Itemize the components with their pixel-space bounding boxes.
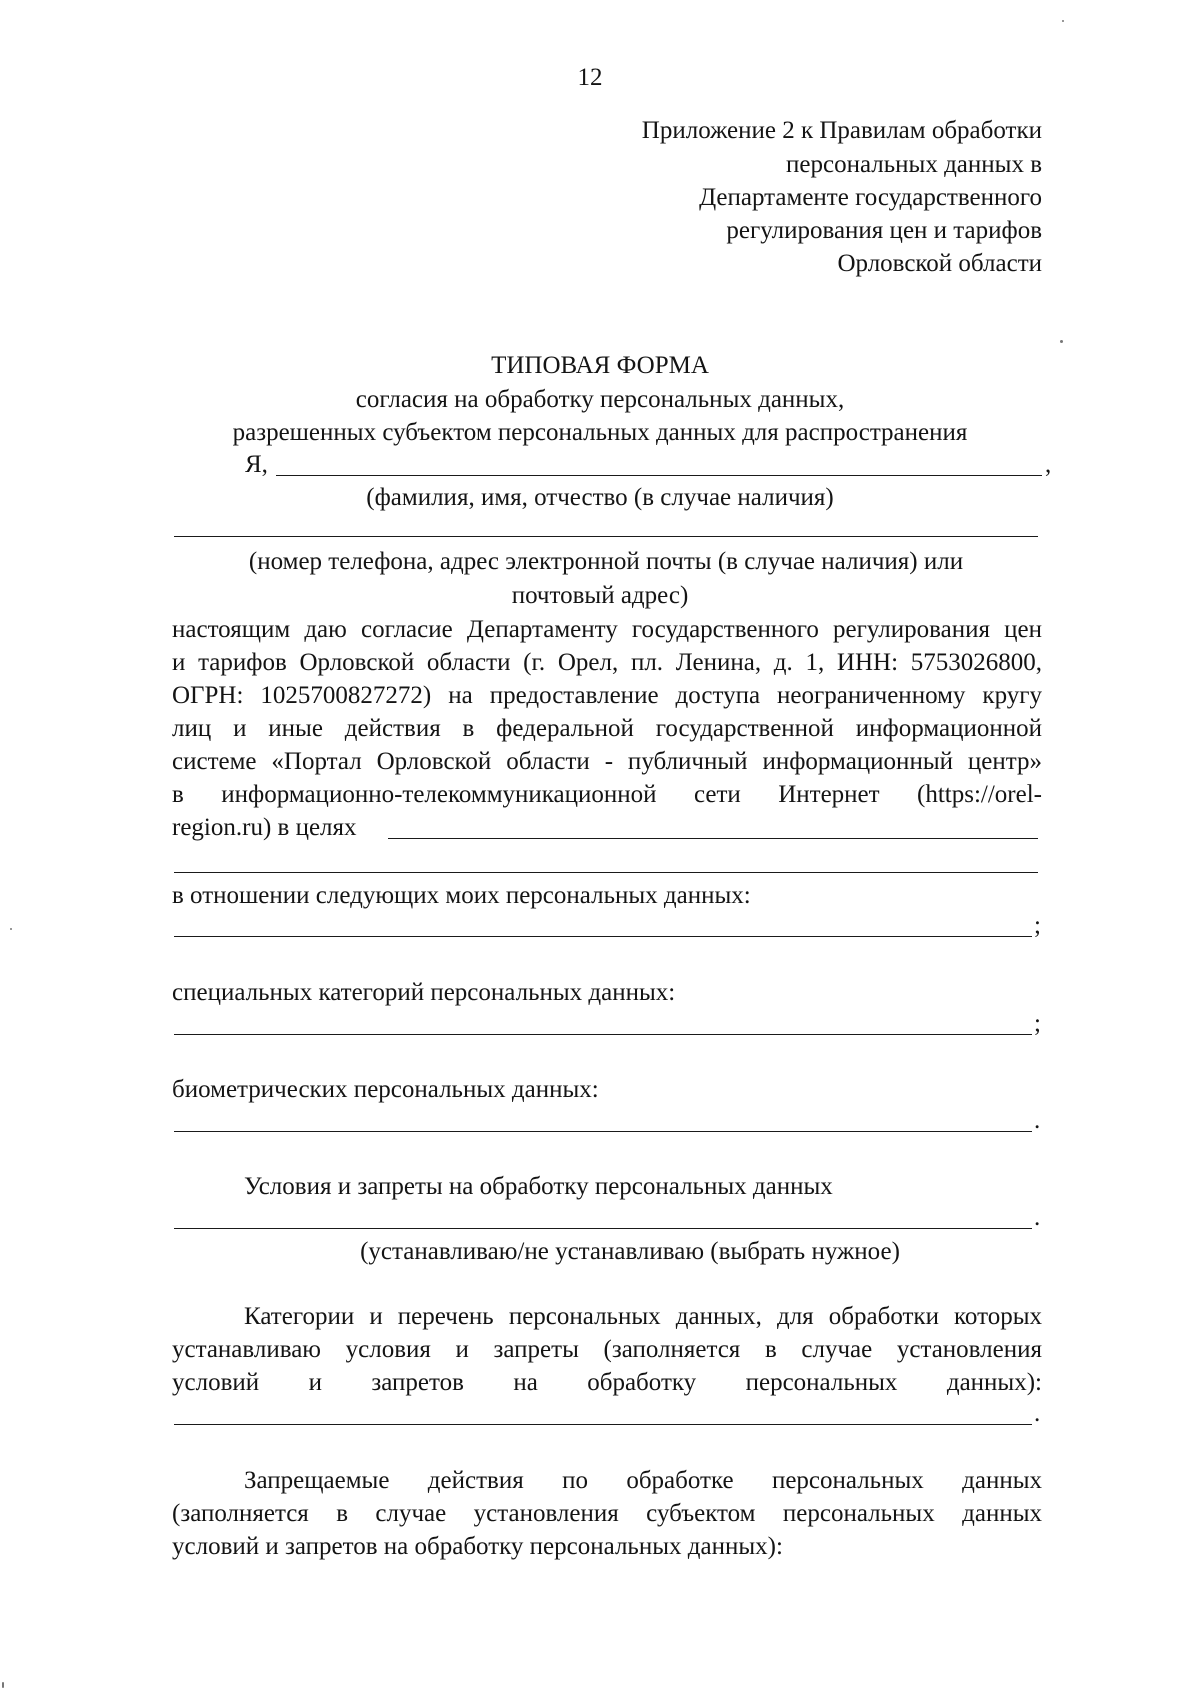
categories-period: . <box>1034 1400 1041 1427</box>
biometric-period: . <box>1034 1107 1041 1134</box>
categories-line-2: устанавливаю условия и запреты (заполняется в случае установления <box>172 1336 1042 1363</box>
page-number: 12 <box>577 64 603 91</box>
purpose-input-line-1[interactable] <box>388 838 1038 839</box>
prohibited-last-line: условий и запретов на обработку персональных данных): <box>172 1533 783 1560</box>
appendix-line-4: регулирования цен и тарифов <box>726 217 1042 244</box>
prohibited-line-2: (заполняется в случае установления субъектом персональных данных <box>172 1500 1042 1527</box>
categories-line-3: условий и запретов на обработку персональных данных): <box>172 1369 1042 1396</box>
consent-line-6: в информационно-телекоммуникационной сети Интернет (https://orel- <box>172 781 1042 808</box>
conditions-input-line[interactable] <box>174 1228 1032 1229</box>
biometric-input-line[interactable] <box>174 1131 1032 1132</box>
biometric-label: биометрических персональных данных: <box>172 1076 599 1103</box>
consent-line-5: системе «Портал Орловской области - публичный информационный центр» <box>172 748 1042 775</box>
personal-data-input-line[interactable] <box>174 936 1032 937</box>
ya-label: Я, <box>245 451 268 478</box>
fio-caption: (фамилия, имя, отчество (в случае наличия) <box>366 484 834 511</box>
appendix-line-2: персональных данных в <box>786 151 1042 178</box>
scan-speck <box>2 1682 4 1688</box>
conditions-caption: (устанавливаю/не устанавливаю (выбрать нужное) <box>360 1238 900 1265</box>
scan-speck <box>1062 20 1064 22</box>
contact-input-line[interactable] <box>174 536 1038 537</box>
form-subtitle-line-1: согласия на обработку персональных данных, <box>355 386 845 413</box>
consent-last-line: region.ru) в целях <box>172 814 357 841</box>
contact-caption-line-2: почтовый адрес) <box>511 582 689 609</box>
form-subtitle-line-2: разрешенных субъектом персональных данных для распространения <box>232 419 968 446</box>
fio-comma: , <box>1045 451 1052 478</box>
categories-input-line[interactable] <box>174 1424 1032 1425</box>
contact-caption-line-1: (номер телефона, адрес электронной почты (в случае наличия) или <box>248 548 964 575</box>
purpose-input-line-2[interactable] <box>174 872 1038 873</box>
personal-data-label: в отношении следующих моих персональных данных: <box>172 882 751 909</box>
personal-data-semicolon: ; <box>1034 912 1041 939</box>
scan-speck <box>10 928 12 930</box>
special-categories-input-line[interactable] <box>174 1034 1032 1035</box>
conditions-period: . <box>1034 1204 1041 1231</box>
prohibited-line-1: Запрещаемые действия по обработке персональных данных <box>244 1467 1042 1494</box>
special-categories-semicolon: ; <box>1034 1010 1041 1037</box>
consent-line-2: и тарифов Орловской области (г. Орел, пл. Ленина, д. 1, ИНН: 5753026800, <box>172 649 1042 676</box>
conditions-label: Условия и запреты на обработку персональных данных <box>244 1173 833 1200</box>
consent-line-4: лиц и иные действия в федеральной государственной информационной <box>172 715 1042 742</box>
appendix-line-1: Приложение 2 к Правилам обработки <box>641 117 1042 144</box>
fio-input-line[interactable] <box>276 475 1042 476</box>
appendix-line-5: Орловской области <box>837 250 1042 277</box>
appendix-line-3: Департаменте государственного <box>699 184 1042 211</box>
consent-line-1: настоящим даю согласие Департаменту государственного регулирования цен <box>172 616 1042 643</box>
scan-speck <box>1060 340 1063 343</box>
consent-line-3: ОГРН: 1025700827272) на предоставление доступа неограниченному кругу <box>172 682 1042 709</box>
categories-line-1: Категории и перечень персональных данных, для обработки которых <box>244 1303 1042 1330</box>
form-title: ТИПОВАЯ ФОРМА <box>491 352 709 379</box>
special-categories-label: специальных категорий персональных данных: <box>172 979 676 1006</box>
